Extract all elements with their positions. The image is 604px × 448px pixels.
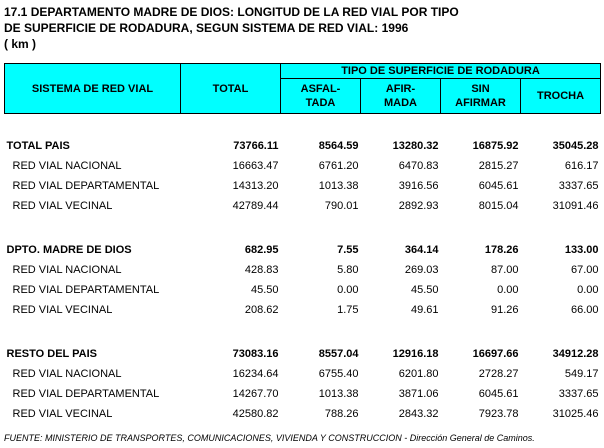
cell-value: 133.00 [564, 244, 599, 256]
cell-value: 49.61 [410, 304, 439, 316]
header-total: TOTAL [181, 64, 281, 114]
cell-value: 1.75 [337, 304, 359, 316]
road-network-table [4, 63, 601, 424]
row-label: RED VIAL NACIONAL [12, 368, 122, 380]
row-label: RED VIAL VECINAL [12, 304, 113, 316]
cell-value: 14267.70 [232, 388, 279, 400]
cell-value: 790.01 [324, 200, 359, 212]
table-total-row [5, 240, 601, 260]
cell-value: 14313.20 [232, 180, 279, 192]
spacer-row [5, 320, 601, 344]
cell-value: 8557.04 [318, 348, 359, 360]
cell-value: 13280.32 [392, 140, 439, 152]
cell-value: 428.83 [244, 264, 279, 276]
table-row [5, 156, 601, 176]
cell-value: 7.55 [337, 244, 359, 256]
cell-value: 0.00 [337, 284, 359, 296]
header-sistema: SISTEMA DE RED VIAL [5, 64, 181, 114]
cell-value: 2728.27 [478, 368, 519, 380]
spacer-row [5, 216, 601, 240]
cell-value: 2815.27 [478, 160, 519, 172]
cell-value: 6470.83 [398, 160, 439, 172]
cell-value: 16697.66 [472, 348, 519, 360]
table-header [5, 64, 601, 114]
cell-value: 0.00 [577, 284, 599, 296]
cell-value: 3871.06 [398, 388, 439, 400]
cell-value: 8564.59 [318, 140, 359, 152]
cell-value: 91.26 [490, 304, 519, 316]
cell-value: 6045.61 [478, 180, 519, 192]
cell-value: 42789.44 [232, 200, 279, 212]
cell-value: 6201.80 [398, 368, 439, 380]
cell-value: 788.26 [324, 408, 359, 420]
header-afirmada: AFIR- MADA [361, 79, 441, 114]
row-label: TOTAL PAIS [6, 140, 70, 152]
row-label: RED VIAL DEPARTAMENTAL [12, 180, 160, 192]
cell-value: 2892.93 [398, 200, 439, 212]
table-row [5, 260, 601, 280]
spacer-row [5, 114, 601, 137]
cell-value: 616.17 [564, 160, 599, 172]
document-title: 17.1 DEPARTAMENTO MADRE DE DIOS: LONGITUD DE LA RED VIAL POR TIPO DE SUPERFICIE DE RODADURA, SEGUN SISTEMA DE RED VIAL: 1996 ( km ) [4, 5, 459, 51]
cell-value: 5.80 [337, 264, 359, 276]
cell-value: 6045.61 [478, 388, 519, 400]
row-label: RED VIAL DEPARTAMENTAL [12, 284, 160, 296]
cell-value: 45.50 [410, 284, 439, 296]
cell-value: 73766.11 [233, 140, 279, 152]
row-label: RED VIAL NACIONAL [12, 264, 122, 276]
cell-value: 1013.38 [318, 388, 359, 400]
cell-value: 42580.82 [232, 408, 279, 420]
cell-value: 269.03 [404, 264, 439, 276]
table-row [5, 196, 601, 216]
row-label: RED VIAL NACIONAL [12, 160, 122, 172]
header-tipo-superficie: TIPO DE SUPERFICIE DE RODADURA [281, 64, 601, 79]
cell-value: 16234.64 [232, 368, 279, 380]
row-label: RED VIAL DEPARTAMENTAL [12, 388, 160, 400]
row-label: RESTO DEL PAIS [6, 348, 97, 360]
table-row [5, 404, 601, 424]
table-body [5, 114, 601, 425]
cell-value: 6755.40 [318, 368, 359, 380]
source-note: FUENTE: MINISTERIO DE TRANSPORTES, COMUNICACIONES, VIVIENDA Y CONSTRUCCION - Dirección General de Caminos. [4, 433, 535, 443]
table-row [5, 176, 601, 196]
cell-value: 6761.20 [318, 160, 359, 172]
table-row [5, 280, 601, 300]
cell-value: 682.95 [244, 244, 279, 256]
cell-value: 364.14 [404, 244, 439, 256]
table-total-row [5, 344, 601, 364]
cell-value: 67.00 [570, 264, 599, 276]
header-asfaltada: ASFAL- TADA [281, 79, 361, 114]
cell-value: 45.50 [250, 284, 279, 296]
cell-value: 3337.65 [558, 388, 599, 400]
cell-value: 12916.18 [392, 348, 439, 360]
cell-value: 3337.65 [558, 180, 599, 192]
cell-value: 35045.28 [552, 140, 599, 152]
cell-value: 208.62 [244, 304, 279, 316]
cell-value: 178.26 [484, 244, 519, 256]
cell-value: 3916.56 [398, 180, 439, 192]
table-row [5, 384, 601, 404]
table-row [5, 300, 601, 320]
cell-value: 31091.46 [552, 200, 599, 212]
cell-value: 31025.46 [552, 408, 599, 420]
cell-value: 8015.04 [478, 200, 519, 212]
row-label: RED VIAL VECINAL [12, 408, 113, 420]
table-total-row [5, 136, 601, 156]
cell-value: 7923.78 [478, 408, 519, 420]
header-sin-afirmar: SIN AFIRMAR [441, 79, 521, 114]
cell-value: 34912.28 [552, 348, 599, 360]
cell-value: 0.00 [497, 284, 519, 296]
cell-value: 66.00 [570, 304, 599, 316]
cell-value: 87.00 [490, 264, 519, 276]
cell-value: 2843.32 [398, 408, 439, 420]
cell-value: 1013.38 [318, 180, 359, 192]
table-row [5, 364, 601, 384]
row-label: RED VIAL VECINAL [12, 200, 113, 212]
cell-value: 16663.47 [232, 160, 279, 172]
cell-value: 16875.92 [472, 140, 519, 152]
cell-value: 73083.16 [232, 348, 279, 360]
header-trocha: TROCHA [521, 79, 601, 114]
row-label: DPTO. MADRE DE DIOS [6, 244, 132, 256]
cell-value: 549.17 [564, 368, 599, 380]
